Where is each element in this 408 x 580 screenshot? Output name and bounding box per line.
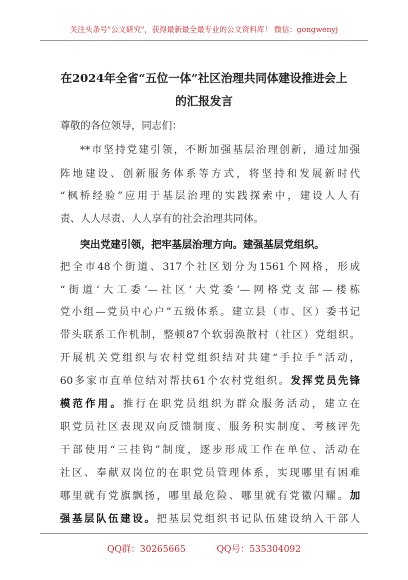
footer-divider — [40, 533, 368, 534]
paragraph-line: 把全市48个街道、317个社区划分为1561个网格，形成 — [60, 262, 360, 273]
section-heading-text: 突出党建引领，把牢基层治理方向。建强基层党组织。 — [80, 239, 325, 251]
paragraph-line: 党小组—党员中心户”五级体系。建立县（市、区）委书记 — [60, 307, 360, 318]
paragraph-line: **市坚持党建引领，不断加强基层治理创新，通过加强 — [80, 145, 360, 156]
subheading-pioneer: 发挥党员先锋 — [290, 375, 360, 387]
line-text: 把基层党组织书记队伍建设纳入干部人 — [156, 514, 361, 525]
line-text: 60多家市直单位结对帮扶61个农村党组织。 — [60, 376, 291, 387]
paragraph-line: “街道‘大工委’—社区‘大党委’—网格党支部—楼栋 — [60, 285, 360, 296]
subheading-pioneer-end: 模范作用。 — [60, 398, 124, 410]
paragraph-line — [60, 513, 360, 526]
line-text: 推行在职党员组织为群众服务活动，建立在 — [123, 399, 361, 410]
doc-title-line-2: 的汇报发言 — [175, 94, 233, 108]
header-divider — [40, 40, 368, 41]
paragraph-line: 责、人人尽责、人人享有的社会治理共同体。 — [60, 214, 264, 225]
paragraph-line: 开展机关党组织与农村党组织结对共建“手拉手”活动， — [60, 353, 360, 364]
paragraph-line: “枫桥经验”应用于基层治理的实践探索中，建设人人有 — [60, 191, 360, 202]
paragraph-line — [60, 375, 360, 388]
paragraph-line: 干部使用“三挂钩”制度，逐步形成工作在单位、活动在 — [60, 445, 360, 456]
paragraph-line — [60, 398, 360, 411]
section-heading — [80, 239, 360, 252]
salutation: 尊敬的各位领导，同志们： — [60, 121, 183, 132]
paragraph-line — [60, 490, 360, 503]
subheading-team-start: 加 — [349, 490, 360, 502]
footer-qq-group: QQ群：30265665 — [107, 545, 186, 555]
subheading-team: 强基层队伍建设。 — [60, 513, 157, 525]
paragraph-line: 职党员社区表现双向反馈制度、服务积实制度、考核评先 — [60, 422, 360, 433]
line-text: 哪里就有党旗飘扬，哪里最危险、哪里就有党徽闪耀。 — [60, 491, 350, 502]
footer — [0, 542, 408, 555]
header-banner: 关注头条号"公文研究"，获得最新最全最专业的公文资料库！ 微信：gongwenyj — [70, 25, 338, 34]
paragraph-line: 阵地建设、创新服务体系等方式，将坚持和发展新时代 — [60, 169, 360, 180]
footer-qq-number: QQ号：535304092 — [216, 545, 301, 555]
paragraph-line: 社区、奉献双岗位的在职党员管理体系，实现哪里有困难 — [60, 468, 360, 479]
paragraph-line: 带头联系工作机制，整顿87个软弱涣散村（社区）党组织。 — [60, 330, 360, 341]
doc-title-line-1: 在2024年全省“五位一体”社区治理共同体建设推进会上 — [60, 71, 348, 85]
